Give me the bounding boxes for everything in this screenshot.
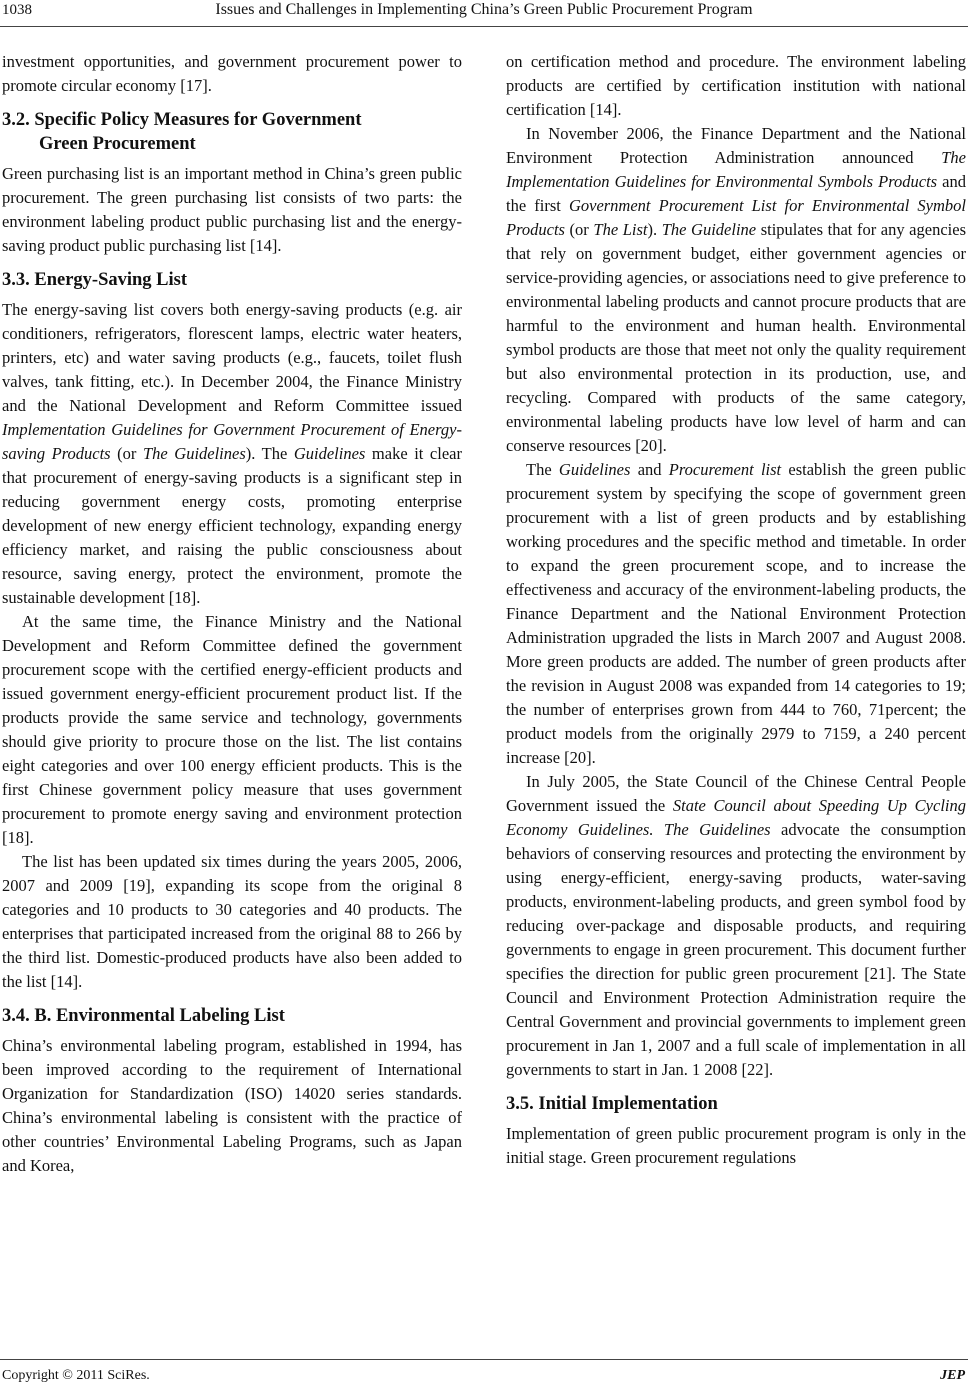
italic-title: The List — [593, 220, 648, 239]
italic-title: The Guidelines — [142, 444, 246, 463]
page-footer — [0, 1359, 968, 1384]
running-title: Issues and Challenges in Implementing China’s Green Public Procurement Program — [215, 1, 753, 18]
text-span: advocate the consumption behaviors of conserving resources and protecting the environment by using energy-efficient, energy-saving products, water-saving products, environment-labeling products, and green symbol food by reducing over-package and disposable products, and requiring governments to engage in green procurement. This document further specifies the direction for public green procurement [21]. The State Council and Environment Protection Administration require the Central Government and provincial governments to implement green procurement in Jan 1, 2007 and a full scale of implementation in all governments to start in Jan. 1 2008 [22]. — [506, 820, 966, 1079]
italic-title: Guidelines — [558, 460, 631, 479]
text-span: The energy-saving list covers both energy-saving products (e.g. air conditioners, refrigerators, florescent lamps, electric water heaters, printers, etc) and water saving products (e.g., faucets, toilet flush valves, tank fitting, etc.). In December 2004, the Finance Ministry and the National Development and Reform Committee issued — [2, 300, 462, 415]
paragraph-intro: investment opportunities, and government procurement power to promote circular economy [17]. — [2, 52, 462, 95]
italic-title: Guidelines — [293, 444, 366, 463]
text-span: and the first — [506, 172, 967, 215]
heading-3-2-line2: Green Procurement — [39, 134, 196, 154]
paragraph-3-3-a — [2, 298, 462, 610]
right-column — [506, 50, 966, 1170]
paragraph-3-3-c: The list has been updated six times during the years 2005, 2006, 2007 and 2009 [19], expanding its scope from the original 8 categories and 10 products to 30 categories and 40 products. The enterprises that participated increased from the original 88 to 266 by the third list. Domestic-produced products have also been added to the list [14]. — [2, 852, 462, 991]
section-heading-3-5: 3.5. Initial Implementation — [506, 1094, 718, 1114]
italic-title: Implementation Guidelines for Government Procurement of Energy-saving Products — [2, 420, 462, 463]
page-header — [0, 0, 968, 27]
text-span: In July 2005, the State Council of the Chinese Central People Government issued the — [506, 772, 966, 815]
paragraph-3-5: Implementation of green public procurement program is only in the initial stage. Green procurement regulations — [506, 1124, 966, 1167]
italic-title: State Council about Speeding Up Cycling Economy Guidelines. The Guidelines — [506, 796, 967, 839]
paragraph-3-3-b: At the same time, the Finance Ministry and the National Development and Reform Committee defined the government procurement scope with the certified energy-efficient products and issued government energy-efficient procurement product list. If the products provide the same service and technology, governments should give priority to procure those on the list. The list contains eight categories and over 100 energy efficient products. This is the first Chinese government policy measure that uses government procurement to promote energy saving and environment protection [18]. — [2, 612, 462, 847]
italic-title: Government Procurement List for Environmental Symbol Products — [506, 196, 966, 239]
copyright-notice: Copyright © 2011 SciRes. — [2, 1368, 150, 1383]
paragraph-continued: on certification method and procedure. The environment labeling products are certified by certification institution with national certification [14]. — [506, 52, 966, 119]
text-span: The — [526, 460, 559, 479]
text-span: (or — [110, 444, 143, 463]
text-span: ). — [647, 220, 662, 239]
italic-title: The Implementation Guidelines for Environmental Symbols Products — [506, 148, 966, 191]
paragraph-3-4: China’s environmental labeling program, established in 1994, has been improved according to the requirement of International Organization for Standardization (ISO) 14020 series standards. China’s environmental labeling is consistent with the practice of other countries’ Environmental Labeling Programs, such as Japan and Korea, — [2, 1036, 462, 1175]
italic-title: The Guideline — [661, 220, 757, 239]
paragraph-state-council — [506, 770, 966, 1082]
text-span: make it clear that procurement of energy-saving products is a significant step in reducing government energy costs, promoting enterprise development of new energy efficient technology, expanding energy efficiency market, and raising the public consciousness about resource, saving energy, protect the environment, promote the sustainable development [18]. — [2, 444, 462, 607]
text-span: establish the green public procurement system by specifying the scope of government green procurement with a list of green products and by establishing working procedures and the specific method and timetable. In order to expand the green procurement scope, and to increase the effectiveness and accuracy of the environment-labeling products, the Finance Department and the National Environment Protection Administration upgraded the lists in March 2007 and August 2008. More green products are added. The number of green products after the revision in August 2008 was expanded from 14 categories to 19; the number of enterprises grown from 444 to 760, 71percent; the product models from the originally 2979 to 7159, a 240 percent increase [20]. — [506, 460, 966, 767]
paragraph-guidelines-2006 — [506, 122, 966, 458]
journal-abbreviation: JEP — [940, 1368, 965, 1383]
section-heading-3-3: 3.3. Energy-Saving List — [2, 270, 188, 290]
section-heading-3-4: 3.4. B. Environmental Labeling List — [2, 1006, 285, 1026]
text-span: In November 2006, the Finance Department and the National Environment Protection Administration announced — [506, 124, 966, 167]
section-heading-3-2 — [2, 108, 462, 156]
text-span: and — [630, 460, 669, 479]
text-span: stipulates that for any agencies that rely on government budget, either government agencies or service-providing agencies, or associations need to give preference to environmental labeling products and cannot procure products that are harmful to the environment and human health. Environmental symbol products are those that meet not only the quality requirement but also environmental protection in its production, use, and recycling. Compared with products of the same category, environmental labeling products have low level of harm and can conserve resources [20]. — [506, 220, 966, 455]
paragraph-procurement-list — [506, 458, 966, 770]
left-column — [2, 50, 462, 1178]
heading-3-2-line1: 3.2. Specific Policy Measures for Government — [2, 110, 362, 130]
text-span: (or — [564, 220, 594, 239]
text-span: ). The — [245, 444, 294, 463]
page-number: 1038 — [2, 2, 32, 18]
paragraph-3-2: Green purchasing list is an important method in China’s green public procurement. The green purchasing list consists of two parts: the environment labeling product public purchasing list and the energy-saving product public purchasing list [14]. — [2, 164, 462, 255]
italic-title: Procurement list — [668, 460, 782, 479]
